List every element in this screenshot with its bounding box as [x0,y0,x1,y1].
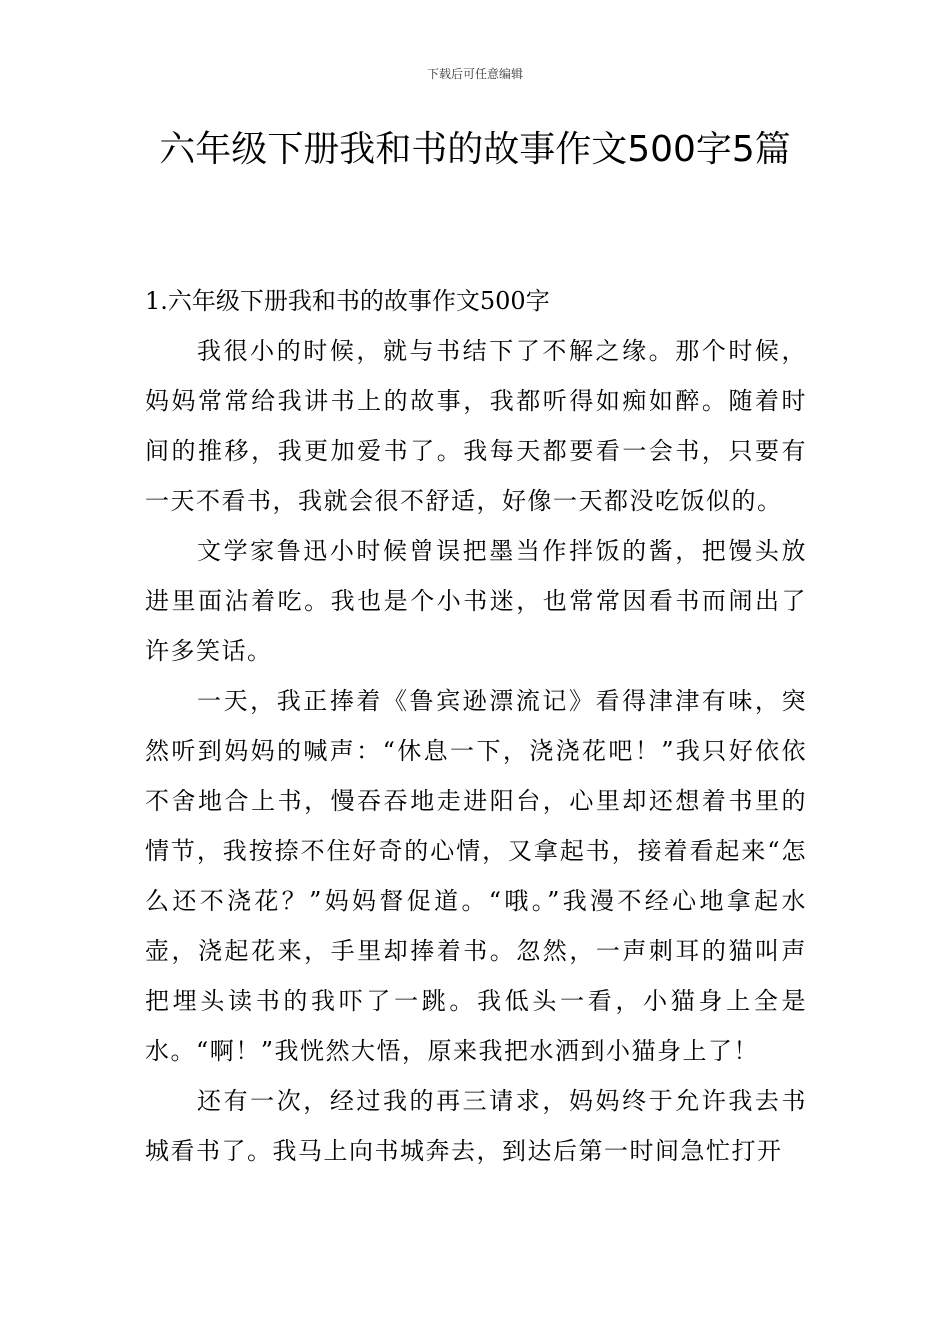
document-body [145,276,807,1176]
paragraph: 一天，我正捧着《鲁宾逊漂流记》看得津津有味，突然听到妈妈的喊声：“休息一下，浇浇花吧！”我只好依依不舍地合上书，慢吞吞地走进阳台，心里却还想着书里的情节，我按捺不住好奇的心情，又拿起书，接着看起来“怎么还不浇花？”妈妈督促道。“哦。”我漫不经心地拿起水壶，浇起花来，手里却捧着书。忽然，一声刺耳的猫叫声把埋头读书的我吓了一跳。我低头一看，小猫身上全是水。“啊！”我恍然大悟，原来我把水洒到小猫身上了！ [145,687,807,1065]
paragraph: 我很小的时候，就与书结下了不解之缘。那个时候，妈妈常常给我讲书上的故事，我都听得如痴如醉。随着时间的推移，我更加爱书了。我每天都要看一会书，只要有一天不看书，我就会很不舒适，好像一天都没吃饭似的。 [145,337,807,515]
paragraph: 还有一次，经过我的再三请求，妈妈终于允许我去书城看书了。我马上向书城奔去，到达后第一时间急忙打开 [145,1087,807,1165]
section-heading: 1.六年级下册我和书的故事作文500字 [145,287,550,315]
paragraph: 文学家鲁迅小时候曾误把墨当作拌饭的酱，把馒头放进里面沾着吃。我也是个小书迷，也常常因看书而闹出了许多笑话。 [145,537,807,665]
document-title: 六年级下册我和书的故事作文500字5篇 [159,129,791,170]
header-note: 下载后可任意编辑 [426,67,523,81]
